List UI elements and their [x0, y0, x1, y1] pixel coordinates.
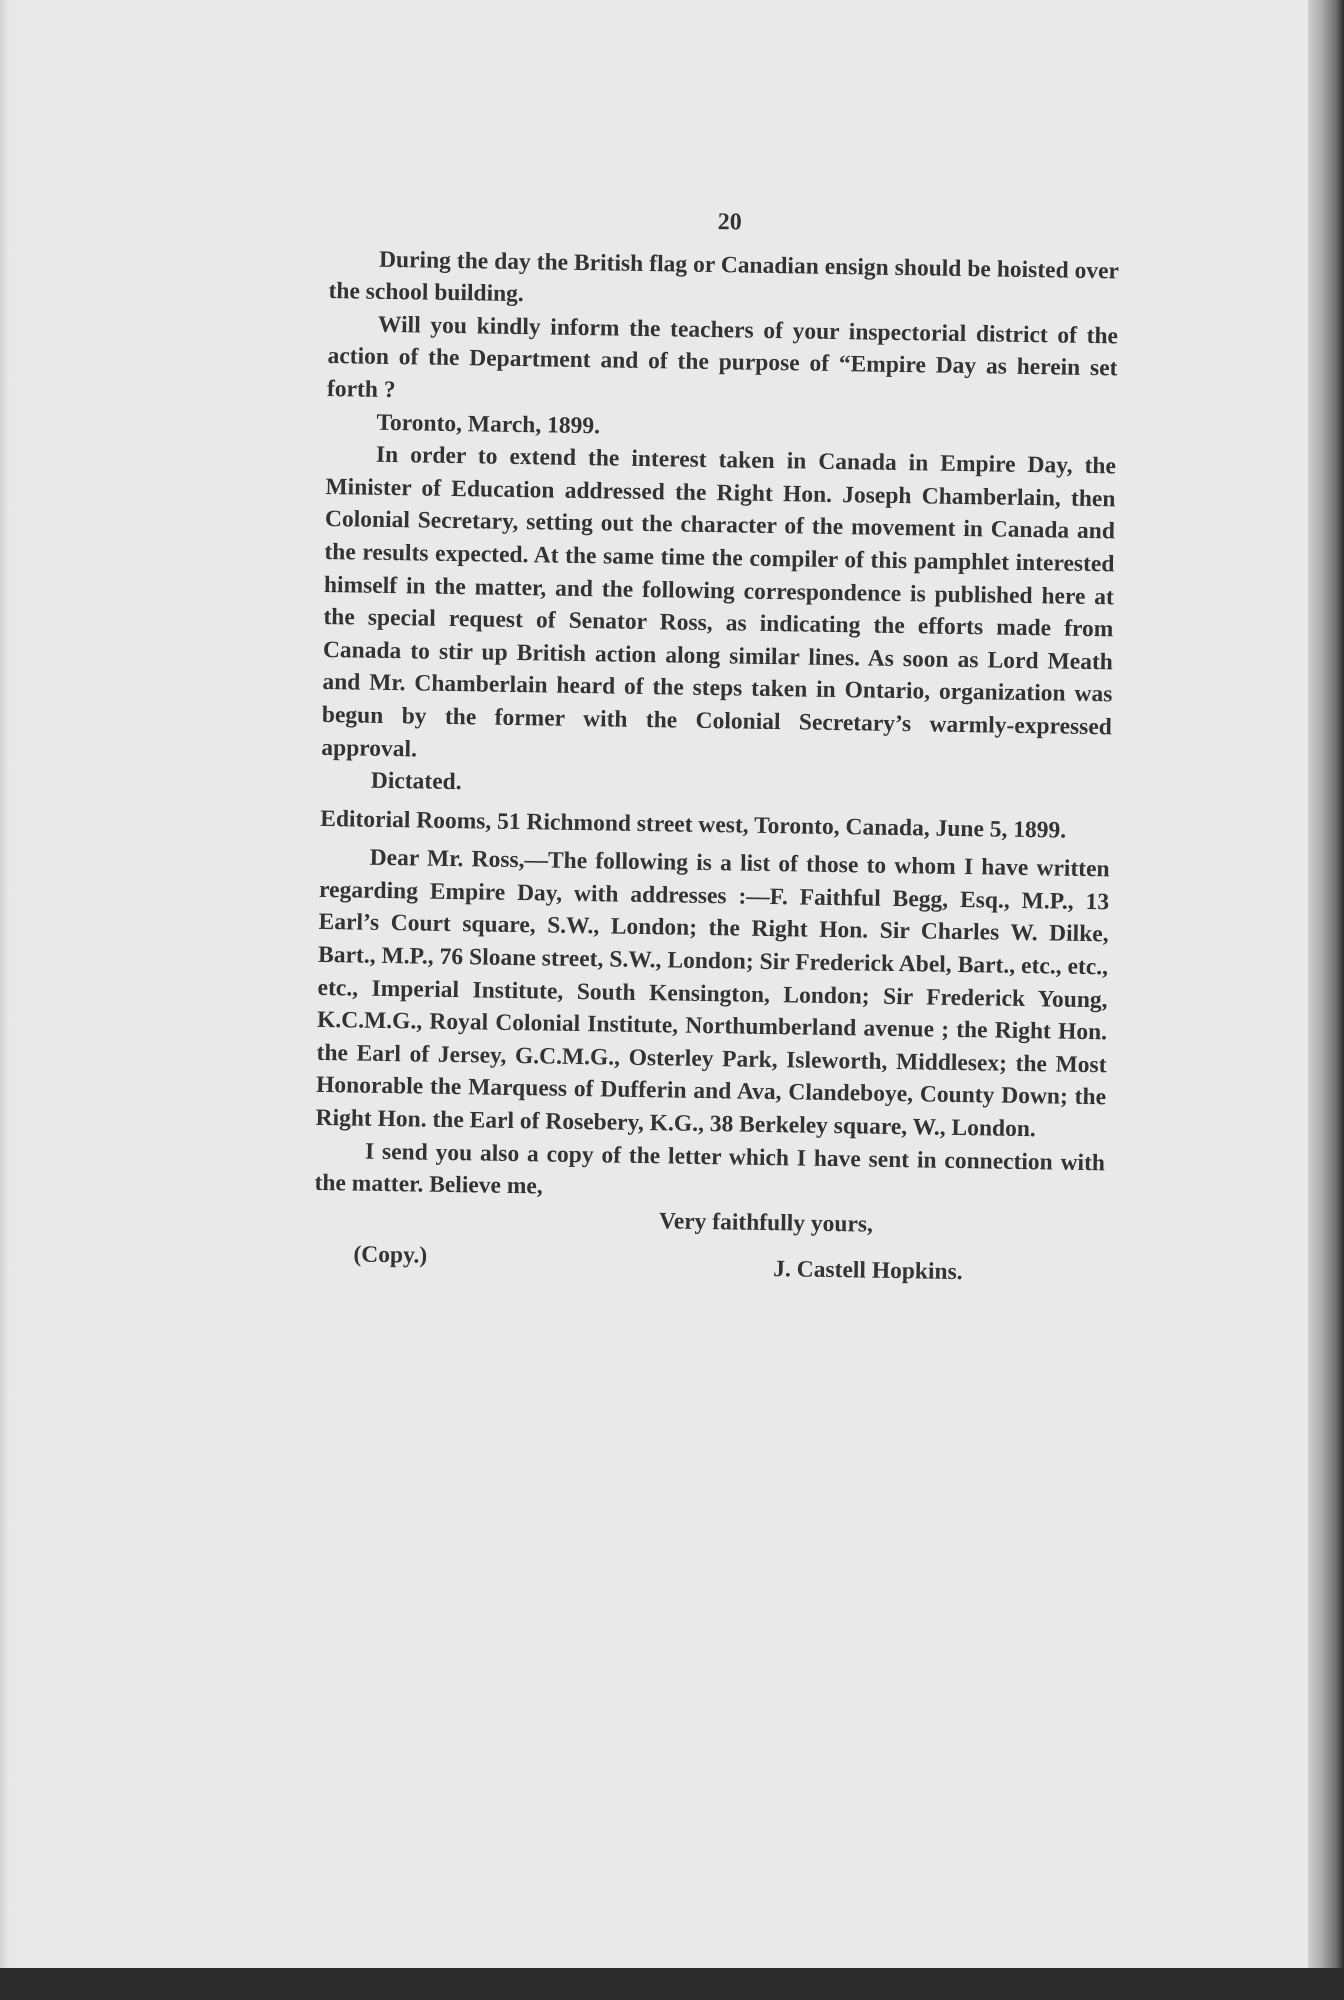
letter-closing-paragraph: I send you also a copy of the letter which I have sent in connection with the matter. Believe me, [314, 1138, 1106, 1200]
letter-dictated: Dictated. [370, 767, 462, 796]
copy-mark: (Copy.) [353, 1241, 428, 1270]
page-number: 20 [717, 209, 742, 236]
paragraph-flag: During the day the British flag or Canadian ensign should be hoisted over the school building. [328, 246, 1120, 308]
letter-address: Editorial Rooms, 51 Richmond street west, Toronto, Canada, June 5, 1899. [320, 805, 1067, 844]
paragraph-inform-teachers: Will you kindly inform the teachers of your inspectorial district of the action of the Department and of the purpose of “Empire Day as herein set forth ? [326, 311, 1119, 404]
page-edge-shadow [1308, 0, 1344, 1968]
page-text-block [313, 200, 1120, 1285]
letter-body: Dear Mr. Ross,—The following is a list of those to whom I have written regarding Empire Day, with addresses :—F. Faithful Begg, Esq., M.P., 13 Earl’s Court square, S.W., London; the Right Hon. Sir Charles W. Dilke, Bart., M.P., 76 Sloane street, S.W., London; Sir Frederick Abel, Bart., etc., etc., etc., Imperial Institute, South Kensington, London; Sir Frederick Young, K.C.M.G., Royal Colonial Institute, Northumberland avenue ; the Right Hon. the Earl of Jersey, G.C.M.G., Osterley Park, Isleworth, Middlesex; the Most Honorable the Marquess of Dufferin and Ava, Clandeboye, County Down; the Right Hon. the Earl of Rosebery, K.G., 38 Berkeley square, W., London. [315, 844, 1110, 1143]
letter-signature: J. Castell Hopkins. [773, 1256, 963, 1286]
letter-valediction: Very faithfully yours, [658, 1208, 874, 1238]
paragraph-dateline: Toronto, March, 1899. [376, 409, 601, 439]
signature-row [313, 1238, 1103, 1284]
paragraph-correspondence-intro: In order to extend the interest taken in Canada in Empire Day, the Minister of Education addressed the Right Hon. Joseph Chamberlain, then Colonial Secretary, setting out the character of the movement in Canada and the results expected. At the same time the compiler of this pamphlet interested himself in the matter, and the following correspondence is published here at the special request of Senator Ross, as indicating the efforts made from Canada to stir up British action along similar lines. As soon as Lord Meath and Mr. Chamberlain heard of the steps taken in Ontario, organization was begun by the former with the Colonial Secretary’s warmly-expressed approval. [321, 441, 1117, 762]
page-shadow [0, 0, 10, 1968]
